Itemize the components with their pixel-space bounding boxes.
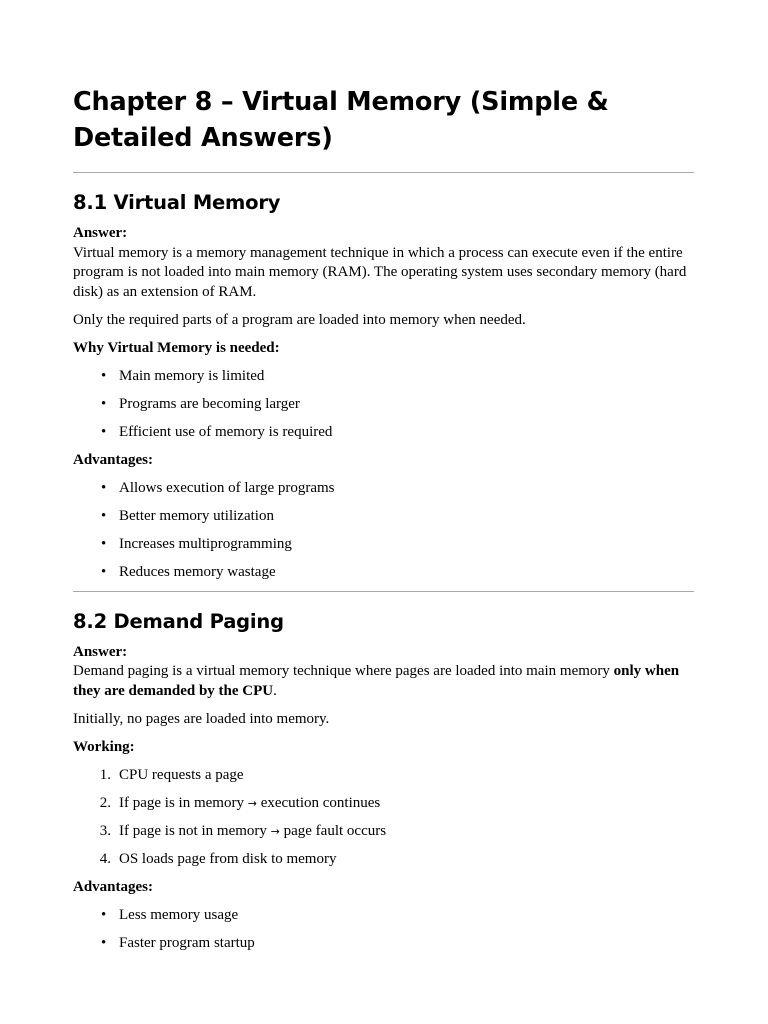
arrow-icon: → <box>247 796 257 810</box>
list-item: 1. CPU requests a page <box>73 766 694 786</box>
bullet-icon: • <box>101 423 107 440</box>
divider <box>73 172 694 173</box>
list-number: 4. <box>99 850 111 867</box>
bullet-icon: • <box>101 367 107 384</box>
list-item: • Programs are becoming larger <box>73 395 694 415</box>
list-number: 3. <box>99 822 111 839</box>
list-item: • Less memory usage <box>73 906 694 926</box>
advantages-label: Advantages: <box>73 451 154 468</box>
advantages-list <box>73 479 694 583</box>
bullet-icon: • <box>101 563 107 580</box>
bullet-icon: • <box>101 395 107 412</box>
list-number: 1. <box>99 766 111 783</box>
advantages-label: Advantages: <box>73 878 154 895</box>
list-item: • Main memory is limited <box>73 367 694 387</box>
list-item: 4. OS loads page from disk to memory <box>73 850 694 870</box>
answer-label: Answer: <box>73 643 128 660</box>
bullet-icon: • <box>101 906 107 923</box>
working-list <box>73 766 694 870</box>
section-heading: 8.2 Demand Paging <box>73 609 284 633</box>
list-item: 2. If page is in memory → execution continues <box>73 794 694 814</box>
note-text: Only the required parts of a program are loaded into memory when needed. <box>73 311 526 328</box>
list-item: • Better memory utilization <box>73 507 694 527</box>
bullet-icon: • <box>101 535 107 552</box>
arrow-icon: → <box>270 824 280 838</box>
list-item: • Increases multiprogramming <box>73 535 694 555</box>
bullet-icon: • <box>101 507 107 524</box>
section-heading: 8.1 Virtual Memory <box>73 191 281 214</box>
list-item: • Reduces memory wastage <box>73 563 694 583</box>
page-title: Chapter 8 – Virtual Memory (Simple & Detailed Answers) <box>73 87 609 153</box>
answer-text: Demand paging is a virtual memory technique where pages are loaded into main memory only when they are demanded by the CPU. <box>73 663 680 699</box>
working-label: Working: <box>73 738 135 755</box>
list-item: • Faster program startup <box>73 934 694 954</box>
divider <box>73 591 694 592</box>
answer-label: Answer: <box>73 225 128 241</box>
why-list <box>73 367 694 443</box>
list-item: 3. If page is not in memory → page fault occurs <box>73 822 694 842</box>
note-text: Initially, no pages are loaded into memory. <box>73 710 330 727</box>
why-label: Why Virtual Memory is needed: <box>73 339 280 356</box>
list-number: 2. <box>99 794 111 811</box>
list-item: • Efficient use of memory is required <box>73 423 694 443</box>
bullet-icon: • <box>101 479 107 496</box>
advantages-list <box>73 906 694 954</box>
list-item: • Allows execution of large programs <box>73 479 694 499</box>
answer-text: Virtual memory is a memory management technique in which a process can execute even if the entire program is not loaded into main memory (RAM). The operating system uses secondary memory (hard disk) as an extension of RAM. <box>73 244 687 300</box>
bullet-icon: • <box>101 934 107 951</box>
